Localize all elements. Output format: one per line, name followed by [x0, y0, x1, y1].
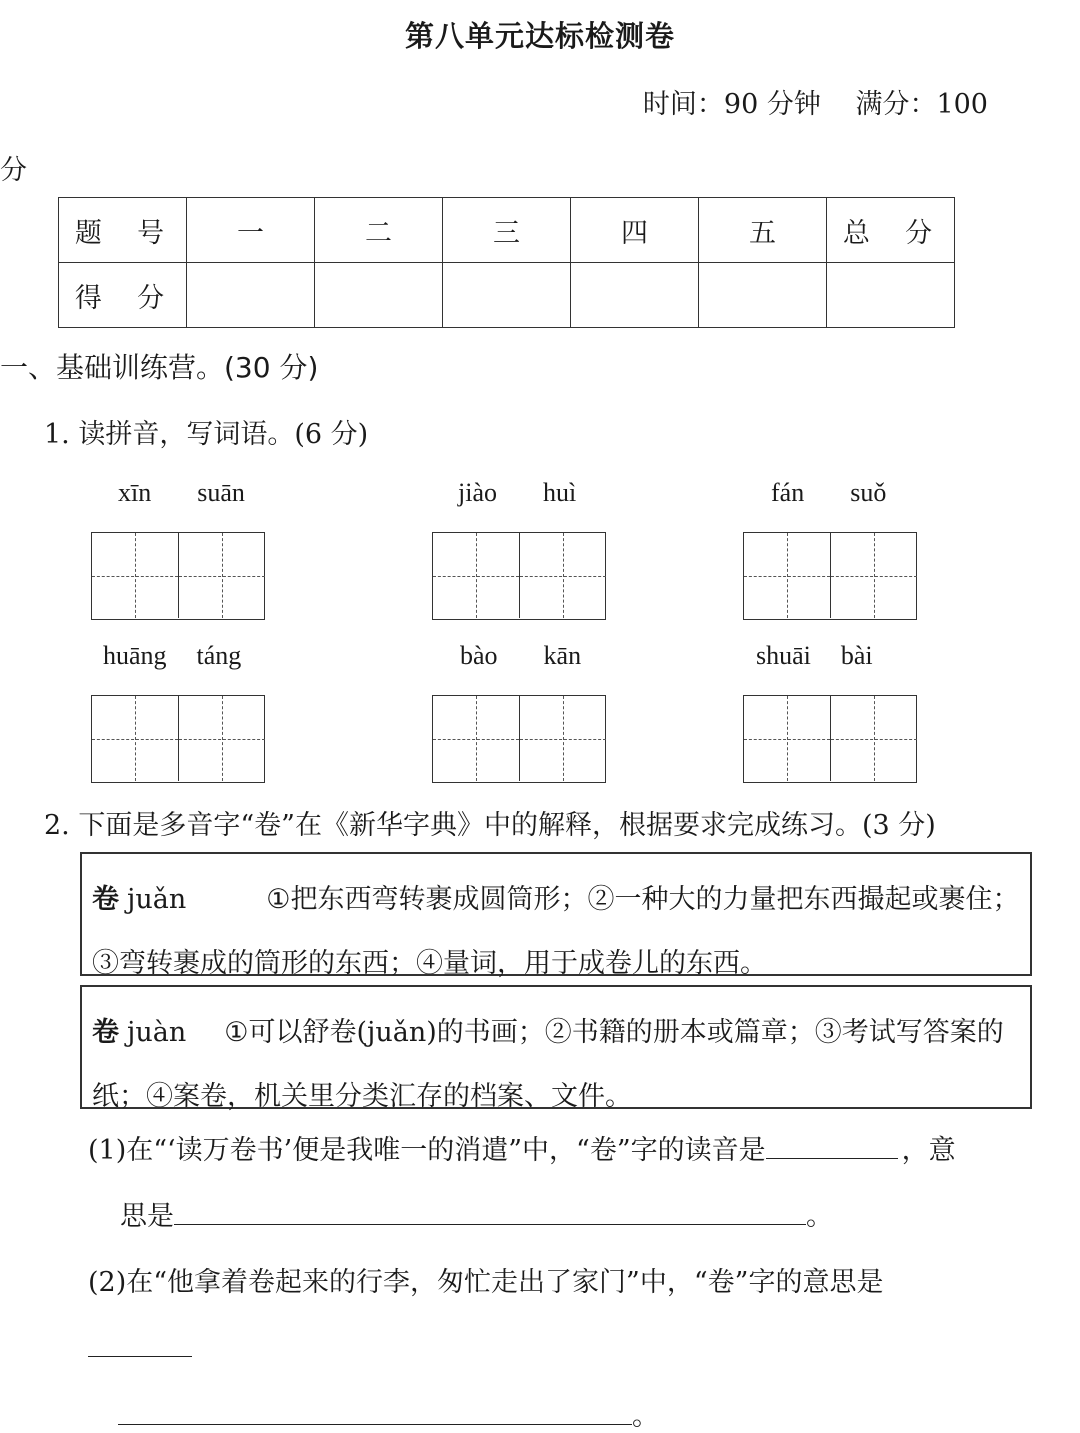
- score-table-row-label: 得 分: [59, 263, 187, 328]
- pinyin-syllable: suān: [197, 478, 245, 507]
- dictionary-entry-juan4: [80, 985, 1032, 1112]
- score-table-col-3: 三: [443, 198, 571, 263]
- score-table-col-1: 一: [187, 198, 315, 263]
- score-table-score-row: [59, 263, 955, 328]
- sub-question-2-line-3: [118, 1394, 659, 1433]
- period: 。: [632, 1401, 659, 1432]
- pinyin-syllable: kān: [543, 641, 582, 670]
- score-cell-5[interactable]: [699, 263, 827, 328]
- answer-blank-meaning-2b[interactable]: [118, 1398, 632, 1425]
- writing-grid-6[interactable]: [743, 695, 917, 783]
- score-table-header-row: [59, 198, 955, 263]
- sub-question-2-text: (2)在“他拿着卷起来的行李，匆忙走出了家门”中，“卷”字的意思是: [88, 1267, 884, 1298]
- exam-meta: [617, 82, 988, 121]
- answer-blank-pronunciation[interactable]: [766, 1132, 898, 1159]
- writing-grid-1[interactable]: [91, 532, 265, 620]
- period: 。: [806, 1201, 833, 1232]
- sub-question-1-line-1: [88, 1128, 956, 1167]
- score-table-header-label: 题 号: [59, 198, 187, 263]
- full-score: 满分：100: [855, 89, 988, 120]
- score-table-col-4: 四: [571, 198, 699, 263]
- answer-blank-meaning-1[interactable]: [174, 1198, 806, 1225]
- entry-char: 卷: [92, 1017, 119, 1048]
- entry-char: 卷: [92, 884, 119, 915]
- score-table-col-total: 总 分: [827, 198, 955, 263]
- pinyin-item-2: [458, 478, 576, 508]
- page-title: 第八单元达标检测卷: [404, 19, 675, 53]
- full-score-unit: 分: [0, 155, 27, 186]
- pinyin-syllable: xīn: [118, 478, 152, 507]
- writing-grid-5[interactable]: [432, 695, 606, 783]
- section-1-title: 一、基础训练营。(30 分): [0, 351, 319, 384]
- sub-question-1-text: (1)在“‘读万卷书’便是我唯一的消遣”中，“卷”字的读音是: [88, 1135, 766, 1166]
- writing-grid-3[interactable]: [743, 532, 917, 620]
- entry-definition: ①把东西弯转裹成圆筒形；②一种大的力量把东西撮起或裹住；③弯转裹成的筒形的东西；④量词，用于成卷儿的东西。: [92, 884, 1020, 979]
- pinyin-syllable: huì: [543, 478, 577, 507]
- entry-pinyin: juǎn: [127, 884, 187, 915]
- writing-grid-2[interactable]: [432, 532, 606, 620]
- answer-blank-meaning-2a-wrap: [88, 1330, 192, 1361]
- score-cell-4[interactable]: [571, 263, 699, 328]
- sub-question-1-line-2: [120, 1194, 833, 1233]
- sub-question-1-meaning-label: 思是: [120, 1201, 174, 1232]
- entry-definition: ①可以舒卷(juǎn)的书画；②书籍的册本或篇章；③考试写答案的纸；④案卷，机关里分类汇存的档案、文件。: [92, 1017, 1004, 1112]
- pinyin-syllable: shuāi: [756, 641, 811, 670]
- score-cell-2[interactable]: [315, 263, 443, 328]
- pinyin-syllable: bài: [840, 641, 873, 670]
- question-1-prompt: 1. 读拼音，写词语。(6 分): [44, 419, 369, 450]
- pinyin-syllable: suǒ: [850, 478, 887, 507]
- pinyin-item-5: [460, 641, 581, 671]
- sub-question-1-tail: ，意: [901, 1135, 956, 1166]
- score-cell-1[interactable]: [187, 263, 315, 328]
- pinyin-item-4: [103, 641, 241, 671]
- score-cell-total[interactable]: [827, 263, 955, 328]
- time-limit: 时间：90 分钟: [642, 89, 821, 120]
- pinyin-syllable: jiào: [458, 478, 497, 507]
- answer-blank-meaning-2a[interactable]: [88, 1330, 192, 1357]
- question-2-prompt: 2. 下面是多音字“卷”在《新华字典》中的解释，根据要求完成练习。(3 分): [44, 810, 936, 841]
- score-table: [58, 197, 955, 328]
- pinyin-syllable: táng: [196, 641, 242, 670]
- score-cell-3[interactable]: [443, 263, 571, 328]
- pinyin-syllable: bào: [460, 641, 498, 670]
- writing-grid-4[interactable]: [91, 695, 265, 783]
- score-table-col-5: 五: [699, 198, 827, 263]
- score-table-col-2: 二: [315, 198, 443, 263]
- pinyin-item-6: [756, 641, 873, 671]
- dictionary-entry-juan3: [80, 852, 1032, 979]
- entry-pinyin: juàn: [127, 1017, 187, 1048]
- pinyin-syllable: huāng: [103, 641, 167, 670]
- pinyin-item-3: [771, 478, 886, 508]
- pinyin-item-1: [118, 478, 245, 508]
- pinyin-syllable: fán: [771, 478, 805, 507]
